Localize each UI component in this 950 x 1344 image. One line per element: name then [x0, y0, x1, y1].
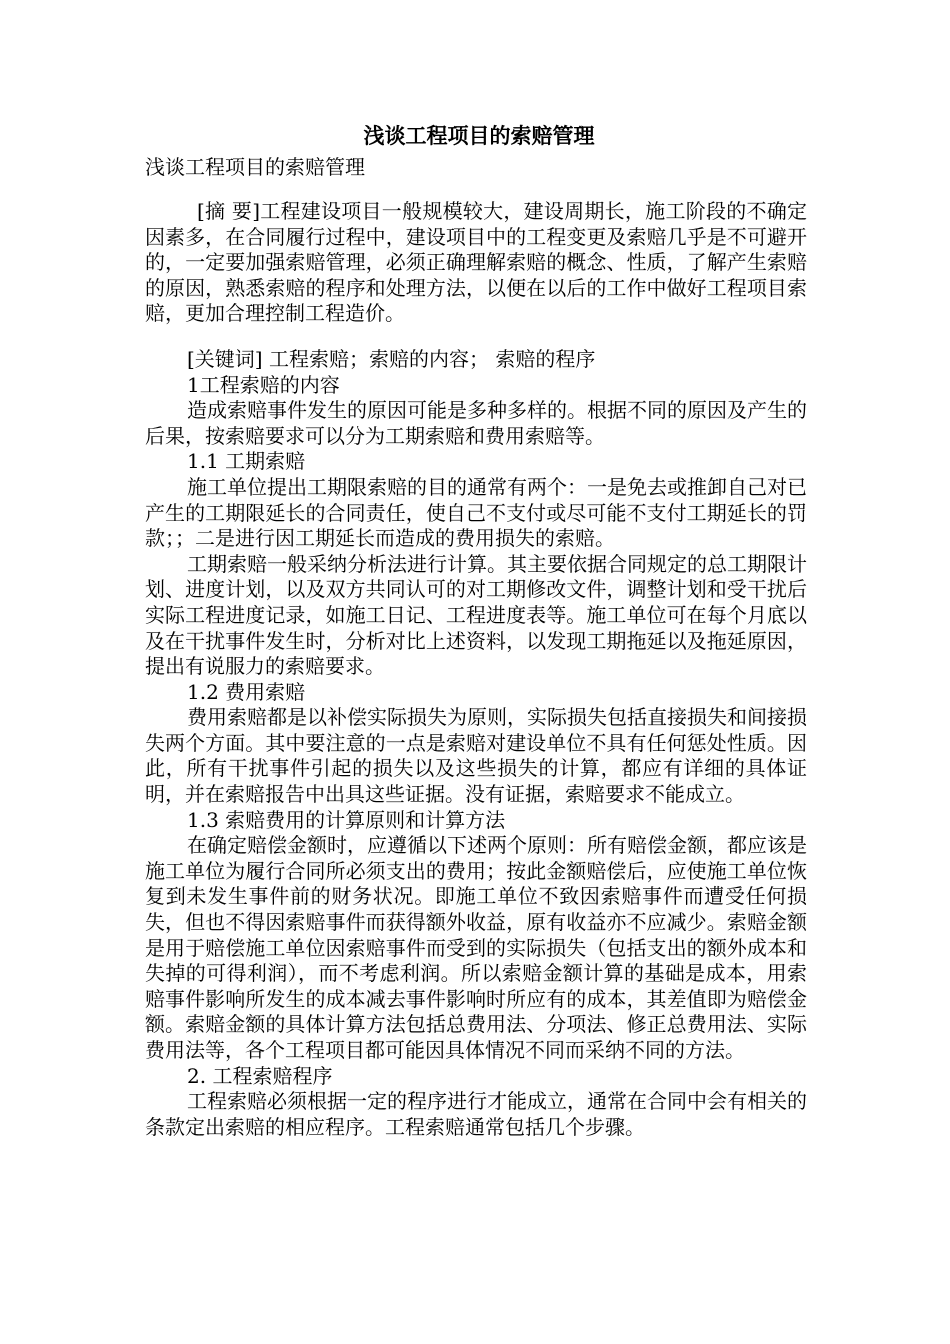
- section-1-2-heading: 1.2 费用索赔: [187, 679, 306, 704]
- section-1-1-paragraph-1: 施工单位提出工期限索赔的目的通常有两个：一是免去或推卸自己对已产生的工期限延长的合同责任，使自己不支付或尽可能不支付工期延长的罚款；；二是进行因工期延长而造成的费用损失的索赔。: [145, 474, 807, 551]
- document-title: 浅谈工程项目的索赔管理: [363, 123, 595, 148]
- section-1-1-paragraph-2: 工期索赔一般采纳分析法进行计算。其主要依据合同规定的总工期限计划、进度计划，以及双方共同认可的对工期修改文件，调整计划和受干扰后实际工程进度记录，如施工日记、工程进度表等。施工单位可在每个月底以及在干扰事件发生时，分析对比上述资料，以发现工期拖延以及拖延原因，提出有说服力的索赔要求。: [145, 551, 807, 679]
- section-1-1-heading: 1.1 工期索赔: [187, 449, 306, 474]
- section-1-3-paragraph: 在确定赔偿金额时，应遵循以下述两个原则：所有赔偿金额，都应该是施工单位为履行合同所必须支出的费用；按此金额赔偿后，应使施工单位恢复到未发生事件前的财务状况。即施工单位不致因索赔事件而遭受任何损失，但也不得因索赔事件而获得额外收益，原有收益亦不应减少。索赔金额是用于赔偿施工单位因索赔事件而受到的实际损失（包括支出的额外成本和失掉的可得利润），而不考虑利润。所以索赔金额计算的基础是成本，用索赔事件影响所发生的成本减去事件影响时所应有的成本，其差值即为赔偿金额。索赔金额的具体计算方法包括总费用法、分项法、修正总费用法、实际费用法等，各个工程项目都可能因具体情况不同而采纳不同的方法。: [145, 833, 807, 1062]
- section-1-paragraph: 造成索赔事件发生的原因可能是多种多样的。根据不同的原因及产生的后果，按索赔要求可以分为工期索赔和费用索赔等。: [145, 398, 807, 448]
- document-page: [145, 118, 807, 1140]
- document-subtitle: 浅谈工程项目的索赔管理: [145, 155, 365, 179]
- section-1-3-heading: 1.3 索赔费用的计算原则和计算方法: [187, 807, 506, 832]
- section-2-heading: 2. 工程索赔程序: [187, 1063, 333, 1088]
- section-1-heading: 1工程索赔的内容: [187, 372, 340, 397]
- section-2-paragraph: 工程索赔必须根据一定的程序进行才能成立，通常在合同中会有相关的条款定出索赔的相应程序。工程索赔通常包括几个步骤。: [145, 1089, 807, 1139]
- abstract-paragraph: [摘 要]工程建设项目一般规模较大，建设周期长，施工阶段的不确定因素多，在合同履行过程中，建设项目中的工程变更及索赔几乎是不可避开的，一定要加强索赔管理，必须正确理解索赔的概念、性质，了解产生索赔的原因，熟悉索赔的程序和处理方法，以便在以后的工作中做好工程项目索赔，更加合理控制工程造价。: [145, 199, 807, 326]
- section-1-2-paragraph: 费用索赔都是以补偿实际损失为原则，实际损失包括直接损失和间接损失两个方面。其中要注意的一点是索赔对建设单位不具有任何惩处性质。因此，所有干扰事件引起的损失以及这些损失的计算，都应有详细的具体证明，并在索赔报告中出具这些证据。没有证据，索赔要求不能成立。: [145, 705, 807, 807]
- keywords-line: [关键词] 工程索赔；索赔的内容； 索赔的程序: [187, 346, 596, 371]
